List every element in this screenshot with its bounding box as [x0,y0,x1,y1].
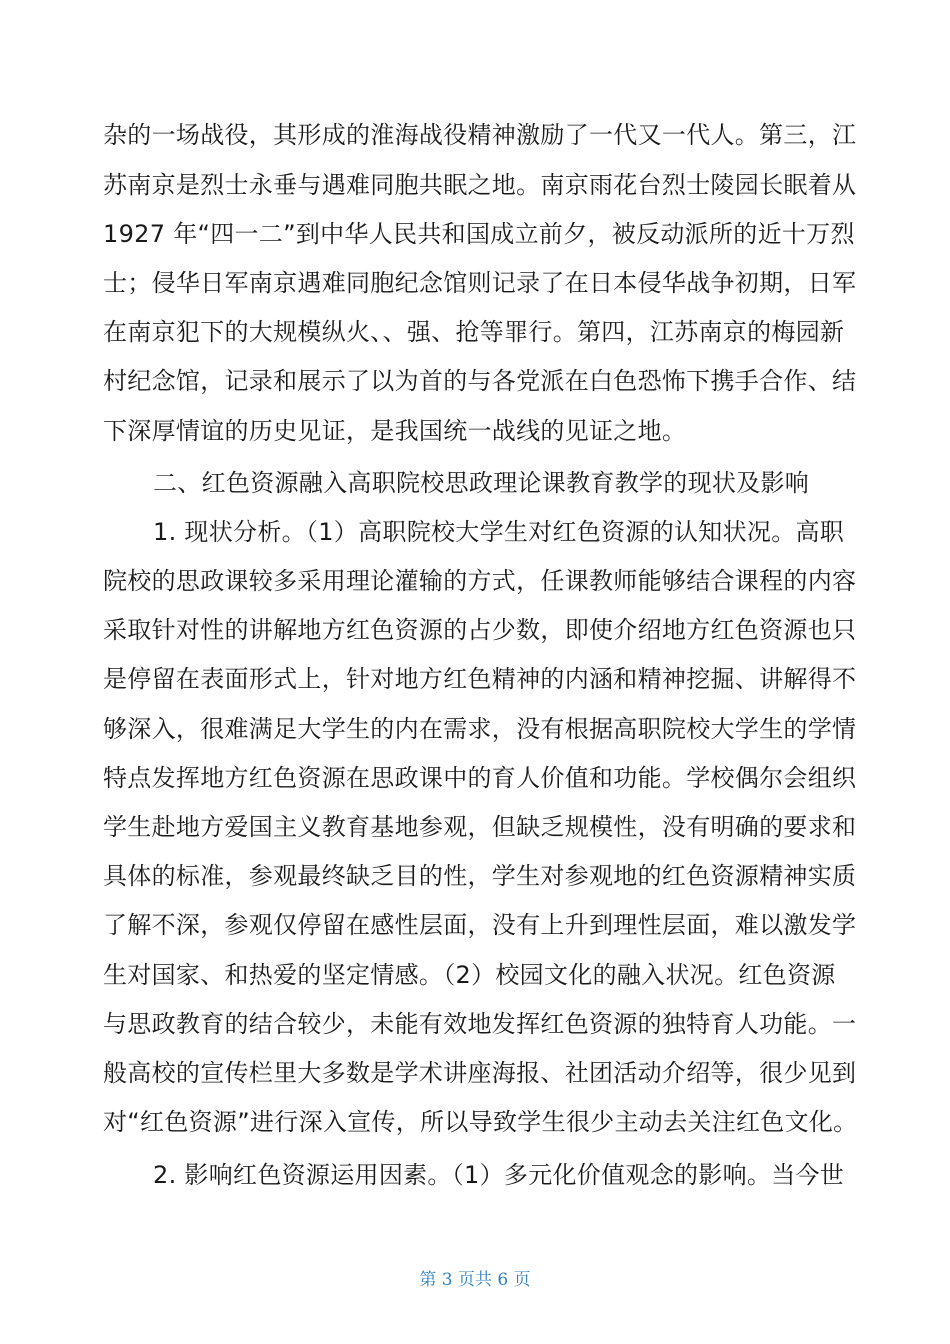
body-text-line: 院校的思政课较多采用理论灌输的方式，任课教师能够结合课程的内容 [103,567,857,595]
body-text-line: 士；侵华日军南京遇难同胞纪念馆则记录了在日本侵华战争初期，日军 [103,269,857,297]
body-text-line: 杂的一场战役，其形成的淮海战役精神激励了一代又一代人。第三，江 [103,121,857,149]
body-text-line: 2. 影响红色资源运用因素。（1）多元化价值观念的影响。当今世 [153,1161,845,1189]
body-text-line: 是停留在表面形式上，针对地方红色精神的内涵和精神挖掘、讲解得不 [103,665,857,693]
body-text-line: 村纪念馆，记录和展示了以为首的与各党派在白色恐怖下携手合作、结 [103,367,857,395]
body-text-line: 学生赴地方爱国主义教育基地参观，但缺乏规模性，没有明确的要求和 [103,813,857,841]
body-text-line: 了解不深，参观仅停留在感性层面，没有上升到理性层面，难以激发学 [103,911,857,939]
body-text-line: 在南京犯下的大规模纵火、、强、抢等罪行。第四，江苏南京的梅园新 [103,318,845,346]
body-text-line: 特点发挥地方红色资源在思政课中的育人价值和功能。学校偶尔会组织 [103,764,857,792]
body-text-line: 苏南京是烈士永垂与遇难同胞共眠之地。南京雨花台烈士陵园长眠着从 [103,171,857,199]
body-text-line: 1927 年“四一二”到中华人民共和国成立前夕，被反动派所的近十万烈 [103,220,855,248]
page-number-footer: 第 3 页共 6 页 [419,1270,531,1290]
body-text-line: 1. 现状分析。（1）高职院校大学生对红色资源的认知状况。高职 [153,518,845,546]
body-text-line: 对“红色资源”进行深入宣传，所以导致学生很少主动去关注红色文化。 [103,1108,858,1136]
section-heading: 二、红色资源融入高职院校思政理论课教育教学的现状及影响 [153,469,810,497]
body-text-line: 下深厚情谊的历史见证，是我国统一战线的见证之地。 [103,417,687,445]
body-text-line: 般高校的宣传栏里大多数是学术讲座海报、社团活动介绍等，很少见到 [103,1059,857,1087]
body-text-line: 具体的标准，参观最终缺乏目的性，学生对参观地的红色资源精神实质 [103,862,857,890]
body-text-line: 与思政教育的结合较少，未能有效地发挥红色资源的独特育人功能。一 [103,1010,857,1038]
body-text-line: 够深入，很难满足大学生的内在需求，没有根据高职院校大学生的学情 [103,715,857,743]
body-text-line: 生对国家、和热爱的坚定情感。（2）校园文化的融入状况。红色资源 [103,961,836,989]
body-text-line: 采取针对性的讲解地方红色资源的占少数，即使介绍地方红色资源也只 [103,616,857,644]
